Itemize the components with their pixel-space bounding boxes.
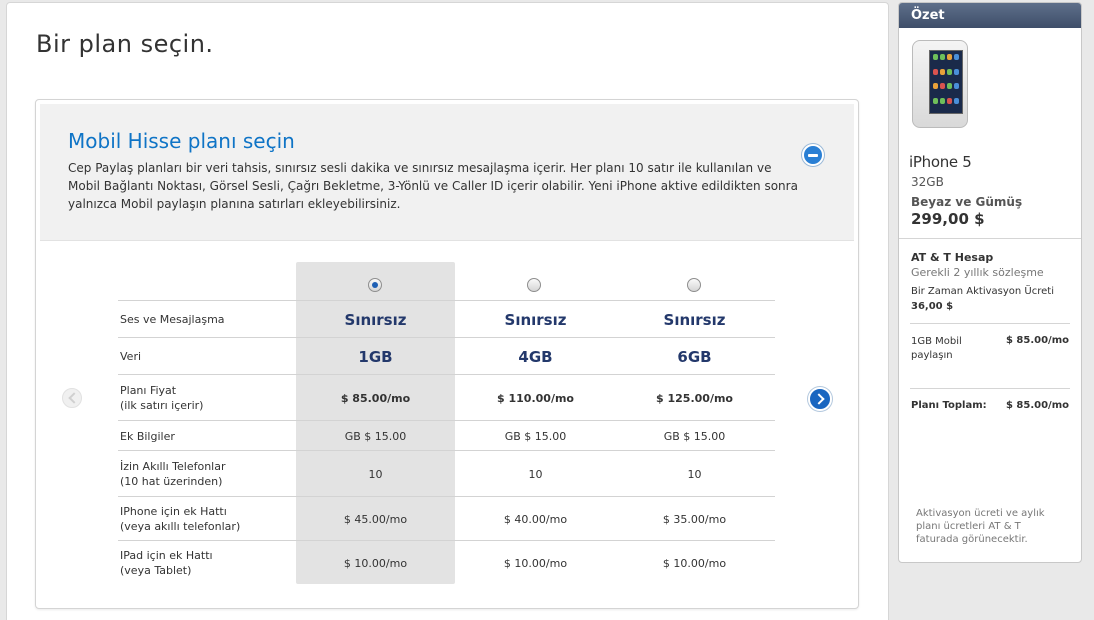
table-row — [118, 540, 775, 584]
summary-color: Beyaz ve Gümüş — [911, 195, 1023, 209]
plan-title: Mobil Hisse planı seçin — [68, 129, 295, 153]
plan-cell: $ 10.00/mo — [503, 556, 568, 570]
table-row — [118, 374, 775, 420]
summary-capacity: 32GB — [911, 175, 944, 189]
summary-panel — [898, 2, 1082, 563]
main-panel — [6, 2, 889, 620]
plan-radio-6gb[interactable] — [687, 278, 701, 292]
plan-cell: Sınırsız — [504, 310, 567, 329]
plan-cell: GB $ 15.00 — [504, 429, 567, 443]
row-label: Planı Fiyat (ilk satırı içerir) — [120, 384, 204, 412]
next-plans-icon[interactable] — [808, 387, 832, 411]
plan-cell: 10 — [687, 467, 702, 481]
table-row — [118, 496, 775, 540]
iphone-image — [912, 40, 968, 128]
plan-cell: 10 — [528, 467, 543, 481]
table-row — [118, 450, 775, 496]
plan-cell: 4GB — [518, 347, 553, 366]
plan-cell: $ 35.00/mo — [662, 512, 727, 526]
summary-total-value: $ 85.00/mo — [1005, 400, 1069, 411]
previous-plans-icon[interactable] — [62, 388, 82, 408]
plan-cell: GB $ 15.00 — [344, 429, 407, 443]
plan-section — [35, 99, 859, 609]
summary-total-label: Planı Toplam: — [911, 400, 987, 411]
summary-model: iPhone 5 — [909, 153, 972, 171]
summary-header: Özet — [899, 3, 1081, 28]
plan-cell: $ 10.00/mo — [343, 556, 408, 570]
row-label: Veri — [120, 350, 142, 363]
plan-cell: $ 40.00/mo — [503, 512, 568, 526]
plan-header — [40, 104, 854, 241]
collapse-icon[interactable] — [802, 144, 824, 166]
summary-divider — [899, 238, 1082, 239]
summary-plan-value: $ 85.00/mo — [1005, 335, 1069, 346]
plan-cell: 1GB — [358, 347, 393, 366]
plan-cell: Sınırsız — [663, 310, 726, 329]
row-label: İzin Akıllı Telefonlar (10 hat üzerinden) — [120, 460, 226, 488]
row-label: Ses ve Mesajlaşma — [120, 313, 225, 326]
summary-activation-label: Bir Zaman Aktivasyon Ücreti — [911, 286, 1054, 297]
summary-divider — [910, 388, 1070, 389]
row-label: Ek Bilgiler — [120, 429, 175, 443]
plan-cell: 10 — [368, 467, 383, 481]
summary-divider — [910, 323, 1070, 324]
summary-price: 299,00 $ — [911, 210, 985, 228]
table-row — [118, 337, 775, 374]
summary-account-title: AT & T Hesap — [911, 251, 994, 264]
plan-radio-4gb[interactable] — [527, 278, 541, 292]
summary-contract: Gerekli 2 yıllık sözleşme — [911, 266, 1044, 279]
plan-cell: 6GB — [677, 347, 712, 366]
plan-cell: GB $ 15.00 — [663, 429, 726, 443]
plan-cell: Sınırsız — [344, 310, 407, 329]
page-title: Bir plan seçin. — [36, 30, 214, 58]
table-row — [118, 420, 775, 450]
summary-note: Aktivasyon ücreti ve aylık planı ücretleri AT & T faturada görünecektir. — [916, 508, 1045, 545]
plan-cell: $ 125.00/mo — [656, 391, 733, 405]
row-label: IPhone için ek Hattı (veya akıllı telefonlar) — [120, 505, 241, 533]
table-row — [118, 300, 775, 337]
row-label: IPad için ek Hattı (veya Tablet) — [120, 549, 213, 577]
plan-cell: $ 10.00/mo — [662, 556, 727, 570]
plan-cell: $ 45.00/mo — [343, 512, 408, 526]
summary-plan-label: 1GB Mobil paylaşın — [911, 336, 962, 361]
plan-description: Cep Paylaş planları bir veri tahsis, sınırsız sesli dakika ve sınırsız mesajlaşma içerir. Her planı 10 satır ile kullanılan ve Mobil Bağlantı Noktası, Görsel Sesli, Çağrı Bekletme, 3-Yönlü ve Caller ID içerir olabilir. Yeni iPhone aktive edildikten sonra yalnızca Mobil paylaşın planına satırları ekleyebilirsiniz. — [68, 161, 798, 211]
plan-cell: $ 110.00/mo — [497, 391, 574, 405]
summary-activation-value: 36,00 $ — [911, 301, 954, 312]
plan-radio-1gb[interactable] — [368, 278, 382, 292]
plan-cell: $ 85.00/mo — [340, 391, 411, 405]
